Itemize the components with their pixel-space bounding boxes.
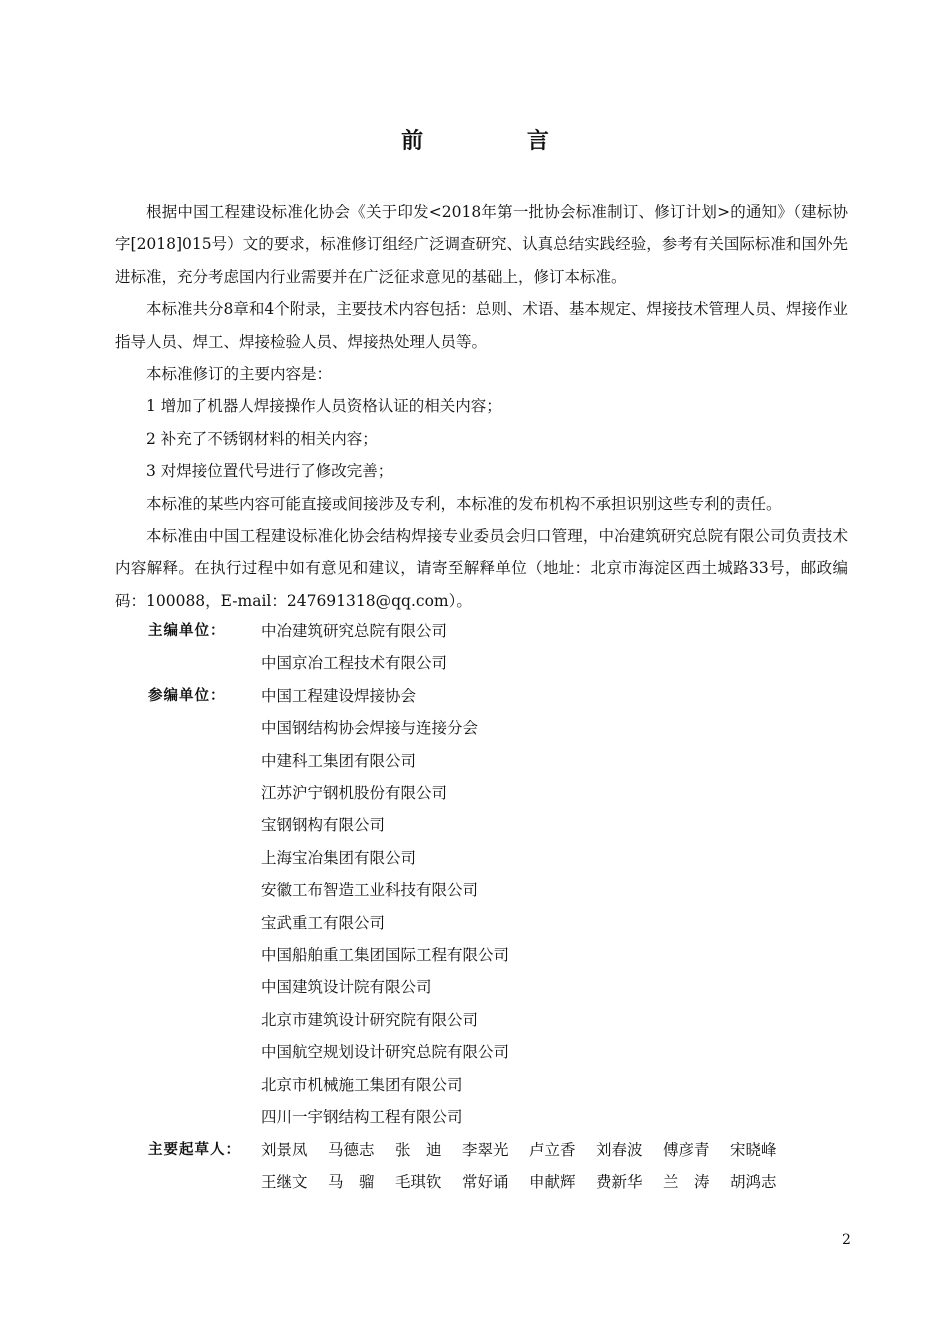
unit-item: 北京市建筑设计研究院有限公司 xyxy=(261,1010,479,1029)
drafter-name: 傅彦青 xyxy=(663,1140,710,1159)
paragraph-revision-intro: 本标准修订的主要内容是： xyxy=(146,365,333,384)
unit-item: 中国钢结构协会焊接与连接分会 xyxy=(261,719,479,738)
unit-item: 中国航空规划设计研究总院有限公司 xyxy=(261,1043,510,1062)
chief-units-row xyxy=(148,615,848,680)
unit-item: 四川一宇钢结构工程有限公司 xyxy=(261,1108,463,1127)
paragraph-contents: 本标准共分8章和4个附录，主要技术内容包括：总则、术语、基本规定、焊接技术管理人员、焊接作业指导人员、焊工、焊接检验人员、焊接热处理人员等。 xyxy=(115,300,848,351)
participating-units-label: 参编单位： xyxy=(148,687,226,704)
drafter-name: 毛琪钦 xyxy=(395,1172,442,1191)
unit-item: 安徽工布智造工业科技有限公司 xyxy=(261,881,479,900)
paragraph-basis: 根据中国工程建设标准化协会《关于印发<2018年第一批协会标准制订、修订计划>的通知》（建标协字[2018]015号）文的要求，标准修订组经广泛调查研究、认真总结实践经验，参考有关国际标准和国外先进标准，充分考虑国内行业需要并在广泛征求意见的基础上，修订本标准。 xyxy=(115,203,848,286)
drafter-name: 刘景凤 xyxy=(261,1140,308,1159)
unit-item: 中建科工集团有限公司 xyxy=(261,751,417,770)
drafter-name: 胡鸿志 xyxy=(730,1172,777,1191)
drafter-name: 王继文 xyxy=(261,1172,308,1191)
page-title: 前 言 xyxy=(401,129,597,154)
units-section xyxy=(148,615,848,1198)
drafters-label: 主要起草人： xyxy=(148,1141,241,1158)
drafter-name: 李翠光 xyxy=(462,1140,509,1159)
revision-item: 2 补充了不锈钢材料的相关内容； xyxy=(146,429,378,448)
drafter-name: 马 骝 xyxy=(328,1172,375,1191)
drafter-name: 申献辉 xyxy=(529,1172,576,1191)
revision-item: 1 增加了机器人焊接操作人员资格认证的相关内容； xyxy=(146,397,502,416)
drafter-name: 宋晓峰 xyxy=(730,1140,777,1159)
page-number: 2 xyxy=(842,1232,851,1248)
drafter-name: 张 迪 xyxy=(395,1140,442,1159)
drafter-name: 常好诵 xyxy=(462,1172,509,1191)
unit-item: 中冶建筑研究总院有限公司 xyxy=(261,622,448,640)
unit-item: 中国船舶重工集团国际工程有限公司 xyxy=(261,946,510,965)
unit-item: 上海宝冶集团有限公司 xyxy=(261,848,417,867)
drafter-name: 刘春波 xyxy=(596,1140,643,1159)
drafter-name: 卢立香 xyxy=(529,1140,576,1159)
unit-item: 中国京冶工程技术有限公司 xyxy=(261,654,448,673)
drafter-name: 马德志 xyxy=(328,1140,375,1159)
chief-units-label: 主编单位： xyxy=(148,623,226,639)
participating-units-list xyxy=(261,680,509,1134)
paragraph-patent: 本标准的某些内容可能直接或间接涉及专利，本标准的发布机构不承担识别这些专利的责任。 xyxy=(146,494,782,513)
drafter-name: 费新华 xyxy=(596,1172,643,1191)
drafters-row xyxy=(148,1134,848,1199)
drafters-list xyxy=(261,1134,821,1199)
unit-item: 中国建筑设计院有限公司 xyxy=(261,978,432,997)
revision-item: 3 对焊接位置代号进行了修改完善； xyxy=(146,462,394,481)
chief-units-list xyxy=(261,615,447,680)
unit-item: 宝武重工有限公司 xyxy=(261,913,386,932)
unit-item: 北京市机械施工集团有限公司 xyxy=(261,1075,463,1094)
preface-body xyxy=(115,196,848,617)
drafter-name: 兰 涛 xyxy=(663,1172,710,1191)
participating-units-row xyxy=(148,680,848,1134)
unit-item: 中国工程建设焊接协会 xyxy=(261,686,417,705)
unit-item: 宝钢钢构有限公司 xyxy=(261,816,386,835)
unit-item: 江苏沪宁钢机股份有限公司 xyxy=(261,784,448,803)
paragraph-management: 本标准由中国工程建设标准化协会结构焊接专业委员会归口管理，中冶建筑研究总院有限公司负责技术内容解释。在执行过程中如有意见和建议，请寄至解释单位（地址：北京市海淀区西土城路33号，邮政编码：100088，E-mail：247691318@qq.com）。 xyxy=(115,527,848,610)
